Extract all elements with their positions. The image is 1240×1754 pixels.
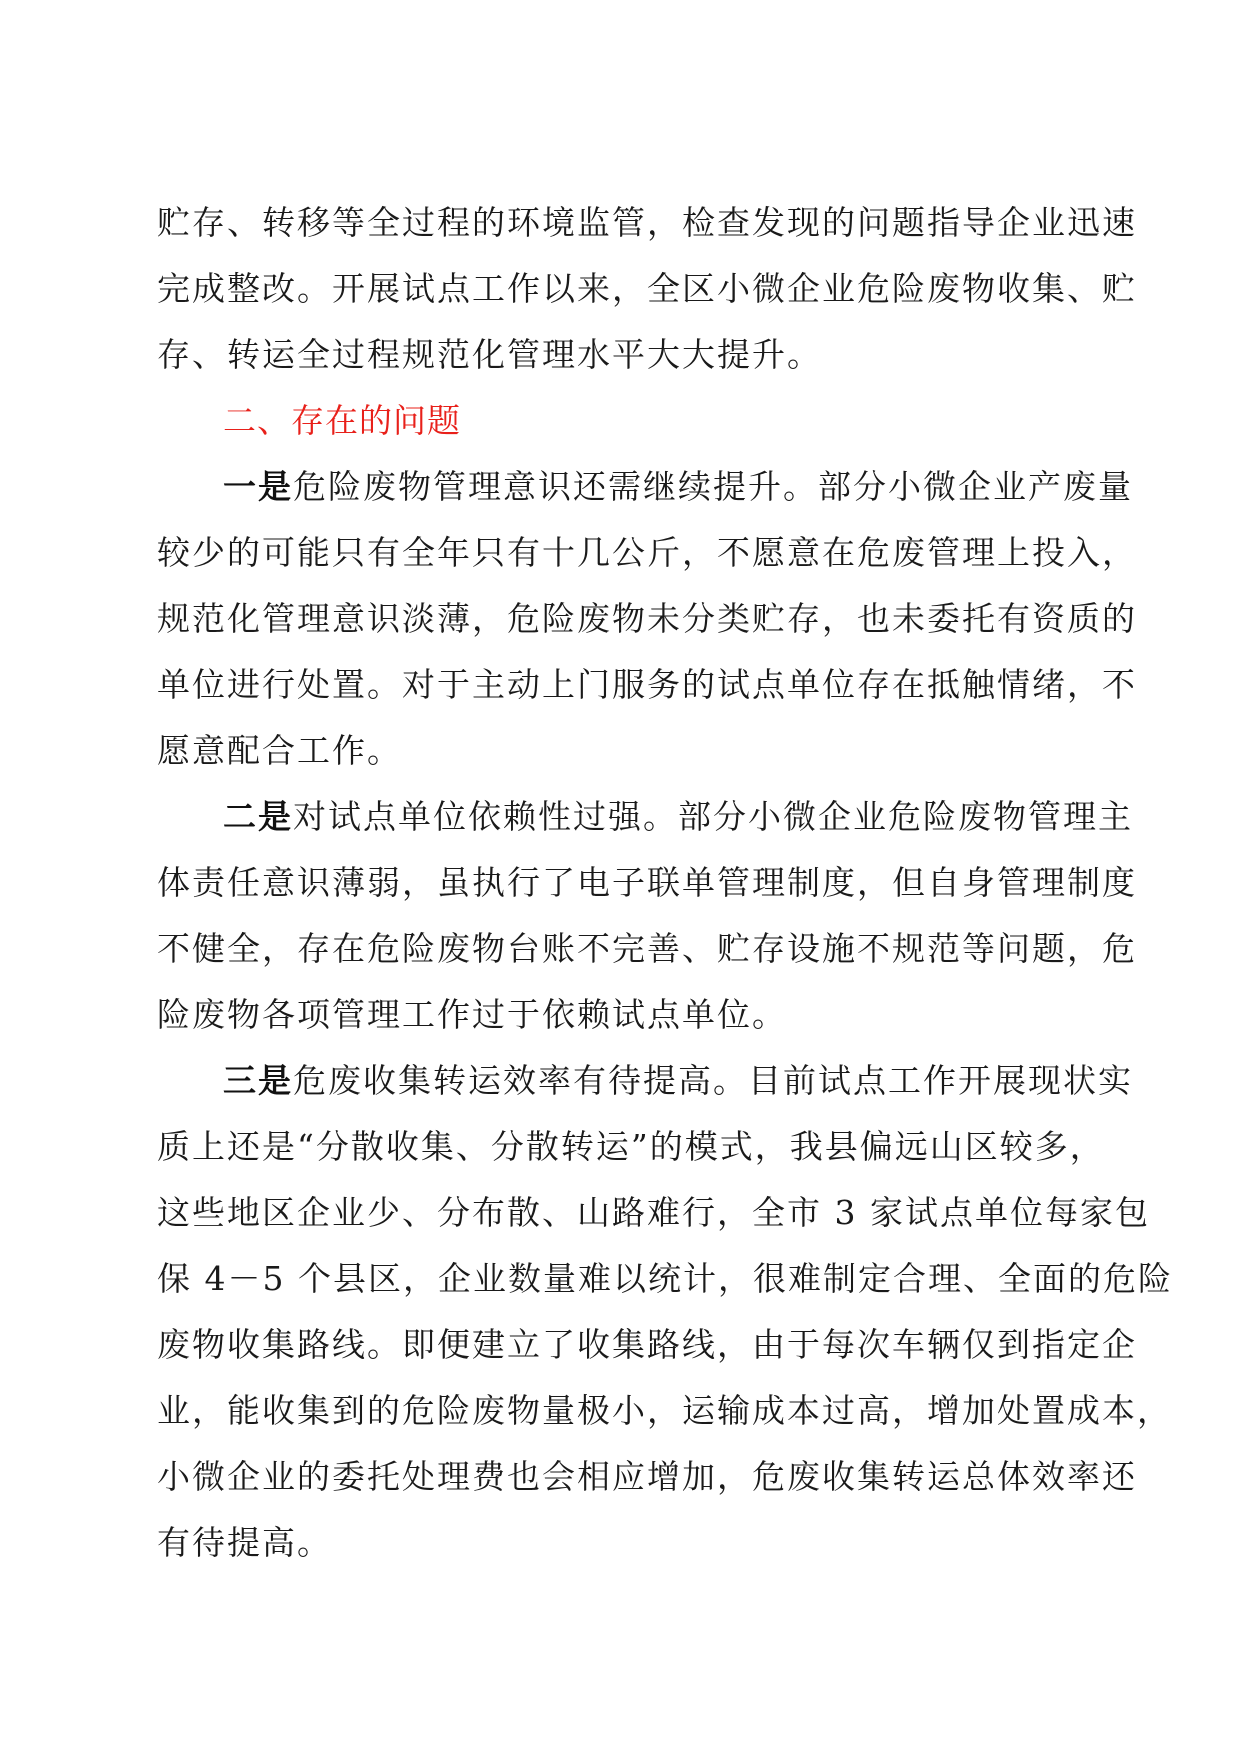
intro-line-2: 完成整改。开展试点工作以来，全区小微企业危险废物收集、贮 bbox=[157, 269, 1137, 308]
issue-3-line-4: 保 4－5 个县区，企业数量难以统计，很难制定合理、全面的危险 bbox=[157, 1259, 1173, 1298]
issue-2-first-line bbox=[157, 784, 1133, 850]
intro-line-1: 贮存、转移等全过程的环境监管，检查发现的问题指导企业迅速 bbox=[157, 203, 1137, 242]
issue-1-line-5: 愿意配合工作。 bbox=[157, 731, 402, 770]
issue-2-line-2: 体责任意识薄弱，虽执行了电子联单管理制度，但自身管理制度 bbox=[157, 863, 1137, 902]
issue-1-line-2: 较少的可能只有全年只有十几公斤，不愿意在危废管理上投入， bbox=[157, 533, 1137, 572]
section-heading: 二、存在的问题 bbox=[223, 401, 461, 440]
issue-2-lead: 二是 bbox=[223, 797, 293, 836]
intro-line-3: 存、转运全过程规范化管理水平大大提升。 bbox=[157, 335, 822, 374]
issue-paragraph-3 bbox=[157, 1048, 1173, 1576]
issue-3-line-5: 废物收集路线。即便建立了收集路线，由于每次车辆仅到指定企 bbox=[157, 1325, 1137, 1364]
intro-paragraph bbox=[157, 190, 1137, 388]
issue-3-line-1-text: 危废收集转运效率有待提高。目前试点工作开展现状实 bbox=[293, 1061, 1133, 1100]
issue-1-line-3: 规范化管理意识淡薄，危险废物未分类贮存，也未委托有资质的 bbox=[157, 599, 1137, 638]
issue-3-lead: 三是 bbox=[223, 1061, 293, 1100]
issue-paragraph-1 bbox=[157, 454, 1137, 784]
issue-3-first-line bbox=[157, 1048, 1133, 1114]
issue-3-line-2: 质上还是“分散收集、分散转运”的模式，我县偏远山区较多， bbox=[157, 1127, 1105, 1166]
issue-paragraph-2 bbox=[157, 784, 1137, 1048]
issue-2-line-1-text: 对试点单位依赖性过强。部分小微企业危险废物管理主 bbox=[293, 797, 1133, 836]
issue-1-line-1-text: 危险废物管理意识还需继续提升。部分小微企业产废量 bbox=[293, 467, 1133, 506]
issue-3-line-7: 小微企业的委托处理费也会相应增加，危废收集转运总体效率还 bbox=[157, 1457, 1137, 1496]
issue-3-line-8: 有待提高。 bbox=[157, 1523, 332, 1562]
issue-2-line-3: 不健全，存在危险废物台账不完善、贮存设施不规范等问题，危 bbox=[157, 929, 1137, 968]
issue-3-line-3: 这些地区企业少、分布散、山路难行，全市 3 家试点单位每家包 bbox=[157, 1193, 1150, 1232]
issue-1-line-4: 单位进行处置。对于主动上门服务的试点单位存在抵触情绪，不 bbox=[157, 665, 1137, 704]
issue-1-first-line bbox=[157, 454, 1133, 520]
issue-1-lead: 一是 bbox=[223, 467, 293, 506]
issue-2-line-4: 险废物各项管理工作过于依赖试点单位。 bbox=[157, 995, 787, 1034]
issue-3-line-6: 业，能收集到的危险废物量极小，运输成本过高，增加处置成本， bbox=[157, 1391, 1172, 1430]
document-body bbox=[157, 190, 1173, 1576]
